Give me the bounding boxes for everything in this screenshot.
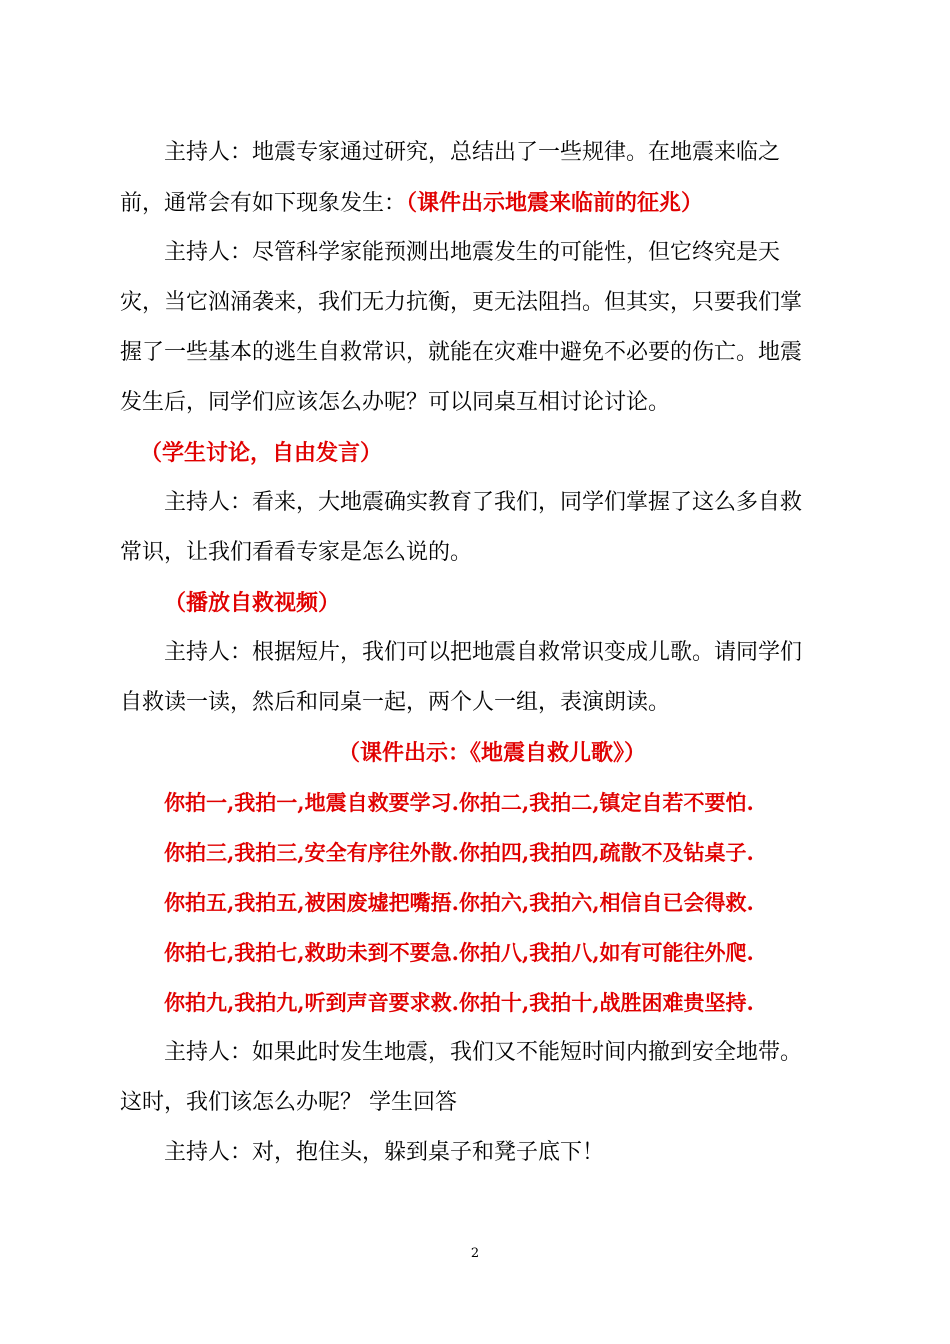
document-body (120, 128, 820, 1178)
paragraph-line: 主持人：对，抱住头，躲到桌子和凳子底下！ (164, 1140, 605, 1165)
paragraph-line: 主持人：看来，大地震确实教育了我们，同学们掌握了这么多自救 (164, 490, 803, 515)
paragraph-line: 发生后，同学们应该怎么办呢？可以同桌互相讨论讨论。 (120, 390, 671, 415)
song-line: 你拍九,我拍九,听到声音要求救.你拍十,我拍十,战胜困难贵坚持. (164, 990, 754, 1015)
song-line: 你拍一,我拍一,地震自救要学习.你拍二,我拍二,镇定自若不要怕. (164, 790, 754, 815)
courseware-note: （课件出示地震来临前的征兆） (406, 190, 704, 216)
paragraph-line: 握了一些基本的逃生自救常识，就能在灾难中避免不必要的伤亡。地震 (120, 340, 803, 365)
discussion-note: （学生讨论，自由发言） (140, 440, 383, 466)
paragraph-line: 主持人：尽管科学家能预测出地震发生的可能性，但它终究是天 (164, 240, 781, 265)
paragraph-line: 这时，我们该怎么办呢？ 学生回答 (120, 1090, 457, 1115)
paragraph-line: 主持人：地震专家通过研究，总结出了一些规律。在地震来临之 (164, 140, 781, 165)
paragraph-line (120, 178, 820, 228)
song-line: 你拍三,我拍三,安全有序往外散.你拍四,我拍四,疏散不及钻桌子. (164, 840, 754, 865)
paragraph-line: 常识，让我们看看专家是怎么说的。 (120, 540, 473, 565)
paragraph-line: 主持人：根据短片，我们可以把地震自救常识变成儿歌。请同学们 (164, 640, 803, 665)
paragraph-text: 前，通常会有如下现象发生： (120, 191, 407, 216)
paragraph-line: 主持人：如果此时发生地震，我们又不能短时间内撤到安全地带。 (164, 1040, 803, 1065)
paragraph-line: 灾，当它汹涌袭来，我们无力抗衡，更无法阻挡。但其实，只要我们掌 (120, 290, 803, 315)
song-title-note: （课件出示：《地震自救儿歌》） (337, 740, 646, 766)
video-note: （播放自救视频） (164, 590, 341, 616)
song-line: 你拍七,我拍七,救助未到不要急.你拍八,我拍八,如有可能往外爬. (164, 940, 754, 965)
song-line: 你拍五,我拍五,被困废墟把嘴捂.你拍六,我拍六,相信自已会得救. (164, 890, 754, 915)
paragraph-line: 自救读一读，然后和同桌一起，两个人一组，表演朗读。 (120, 690, 671, 715)
page-number: 2 (470, 1246, 480, 1261)
